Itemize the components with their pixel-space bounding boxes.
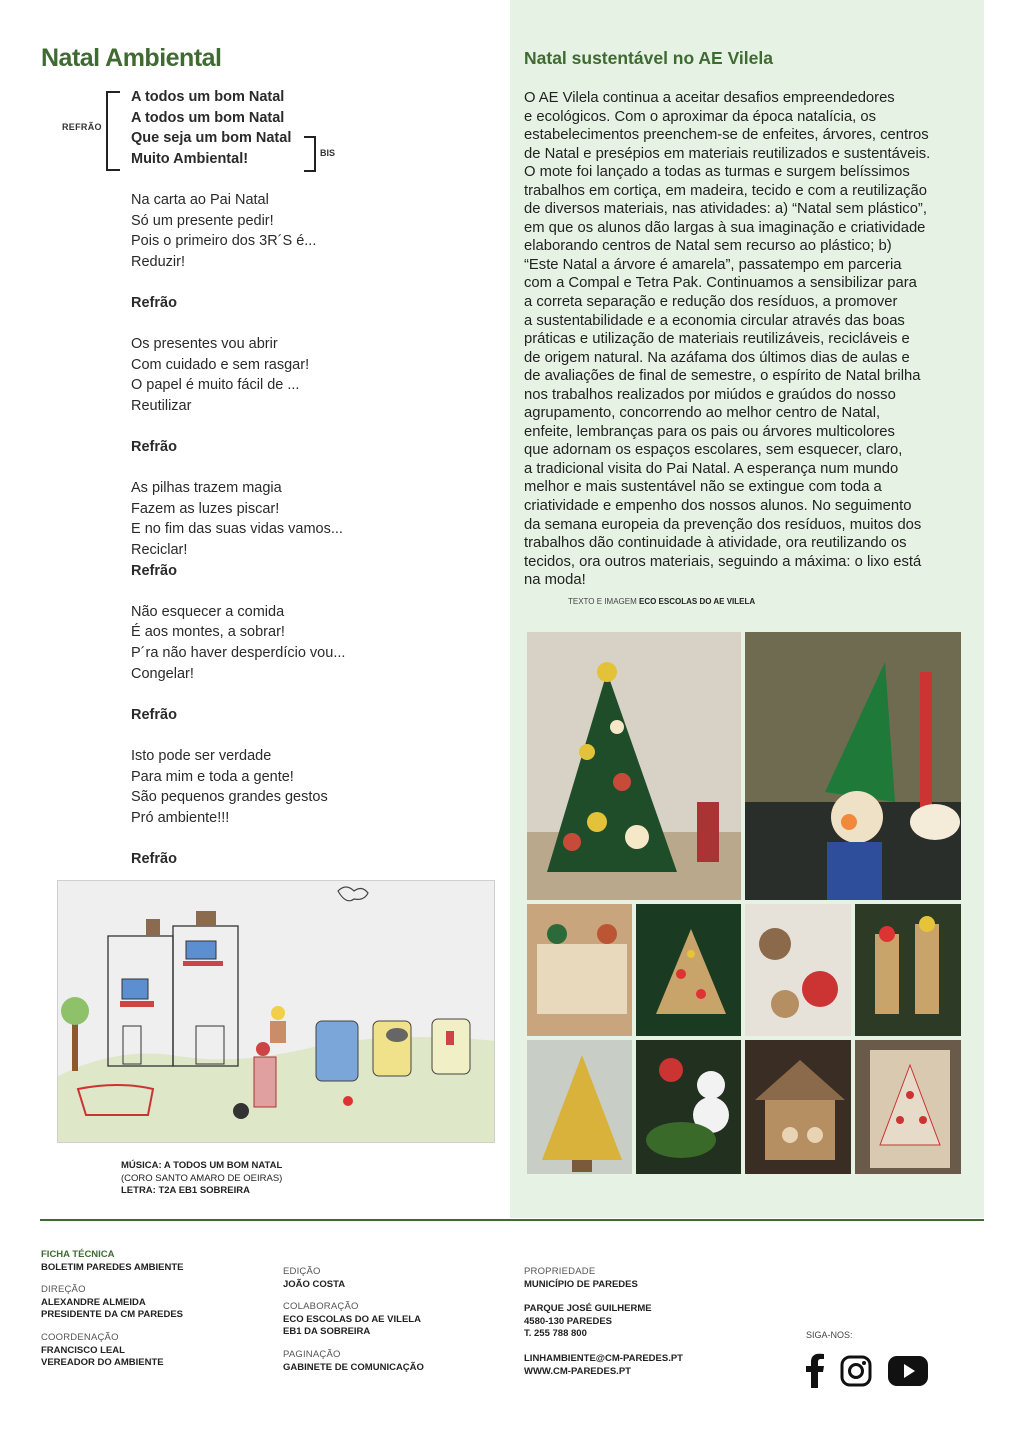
verse-line: Para mim e toda a gente! <box>131 768 294 785</box>
verse-line: Pois o primeiro dos 3R´S é... <box>131 233 317 250</box>
bis-label: BIS <box>320 148 336 158</box>
verse-line: P´ra não haver desperdício vou... <box>131 645 346 662</box>
prop-label: PROPRIEDADE <box>524 1266 596 1277</box>
pag-name: GABINETE DE COMUNICAÇÃO <box>283 1361 424 1373</box>
refrain-line: Muito Ambiental! <box>131 150 249 167</box>
article-line: estabelecimentos preenchem-se de enfeites, árvores, centros <box>524 127 929 144</box>
verse-line: O papel é muito fácil de ... <box>131 377 300 394</box>
article-line: de origem natural. Na azáfama dos últimos dias de aulas e <box>524 349 910 366</box>
lyrics-credit: LETRA: T2A EB1 SOBREIRA <box>121 1185 250 1196</box>
refrain-label: REFRÃO <box>62 122 102 132</box>
article-line: da semana europeia da prevenção dos resíduos, muitos dos <box>524 516 922 533</box>
article-line: criatividade e empenho dos nossos alunos. No seguimento <box>524 498 912 515</box>
article-credit <box>568 597 755 606</box>
refrain-line: A todos um bom Natal <box>131 89 285 105</box>
address-line-2: 4580-130 PAREDES <box>524 1315 613 1327</box>
colab-2: EB1 DA SOBREIRA <box>283 1326 371 1338</box>
refrain-marker: Refrão <box>131 850 177 867</box>
verse-line: São pequenos grandes gestos <box>131 789 328 806</box>
email-link[interactable]: LINHAMBIENTE@CM-PAREDES.PT <box>524 1352 683 1364</box>
article-body <box>524 89 964 590</box>
verse-line: Reutilizar <box>131 397 192 414</box>
refrain-marker: Refrão <box>131 706 177 723</box>
refrain-marker: Refrão <box>131 562 177 579</box>
article-line: a correta separação e redução dos resíduos, a promover <box>524 294 898 311</box>
article-line: em que os alunos dão largas à sua imaginação e criatividade <box>524 219 926 236</box>
christmas-tree-photo <box>525 630 743 902</box>
article-line: com a Compal e Tetra Pak. Continuamos a sensibilizar para <box>524 275 917 292</box>
credit-value: ECO ESCOLAS DO AE VILELA <box>638 597 756 606</box>
article-line: trabalhos dão continuidade à atividade, ora reutilizando os <box>524 535 907 552</box>
poem-title: Natal Ambiental <box>41 44 222 72</box>
verse-line: Congelar! <box>131 665 194 682</box>
article-line: práticas e utilização de materiais reutilizáveis, recicláveis e <box>524 331 910 348</box>
instagram-icon[interactable] <box>840 1355 872 1391</box>
article-line: enfeite, lembranças para os pais ou árvores multicolores <box>524 423 895 440</box>
verse-line: Os presentes vou abrir <box>131 336 278 353</box>
edicao-name: JOÃO COSTA <box>283 1278 346 1290</box>
verse-line: E no fim das suas vidas vamos... <box>131 521 343 538</box>
refrain-line: Que seja um bom Natal <box>131 130 292 147</box>
article-line: nos trabalhos realizados por miúdos e graúdos do nosso <box>524 386 896 403</box>
yellow-tree-photo <box>525 1038 634 1176</box>
website-link[interactable]: WWW.CM-PAREDES.PT <box>524 1365 631 1377</box>
cork-tree-ornament-photo <box>634 902 743 1038</box>
article-line: de avaliações de final de semestre, o espírito de Natal brilha <box>524 368 921 385</box>
nativity-scene-photo <box>743 1038 853 1176</box>
article-line: tecidos, ora outros materiais, seguindo a máxima: o lixo está <box>524 553 922 570</box>
coord-label: COORDENAÇÃO <box>41 1331 119 1343</box>
verse-line: Só um presente pedir! <box>131 212 274 229</box>
article-line: de diversos materiais, nas atividades: a) “Natal sem plástico”, <box>524 201 927 218</box>
poem-credits <box>121 1160 282 1198</box>
verse-line: É aos montes, a sobrar! <box>131 624 285 641</box>
boletim-name: BOLETIM PAREDES AMBIENTE <box>41 1261 184 1273</box>
article-line: na moda! <box>524 572 586 589</box>
coord-role: VEREADOR DO AMBIENTE <box>41 1357 164 1369</box>
youtube-icon[interactable] <box>888 1356 928 1392</box>
colab-label: COLABORAÇÃO <box>283 1301 359 1313</box>
choir-credit: (CORO SANTO AMARO DE OEIRAS) <box>121 1172 283 1184</box>
edicao-block <box>283 1266 424 1374</box>
ficha-heading: FICHA TÉCNICA <box>41 1249 115 1260</box>
article-line: “Este Natal a árvore é amarela”, passatempo em parceria <box>524 256 902 273</box>
refrain-marker: Refrão <box>131 439 177 456</box>
propriedade-block <box>524 1266 683 1378</box>
cork-gnome-photo <box>743 630 963 902</box>
refrain-marker: Refrão <box>131 294 177 311</box>
verse-line: Fazem as luzes piscar! <box>131 500 280 517</box>
article-title: Natal sustentável no AE Vilela <box>524 48 773 68</box>
article-line: de Natal e presépios em materiais reutilizados e sustentáveis. <box>524 145 931 162</box>
article-line: melhor e mais sustentável não se extingue com toda a <box>524 479 882 496</box>
article-line: O AE Vilela continua a aceitar desafios empreendedores <box>524 90 895 106</box>
refrain-line: A todos um bom Natal <box>131 109 285 126</box>
article-line: a tradicional visita do Pai Natal. A esperança num mundo <box>524 460 899 477</box>
childrens-drawing-image <box>57 880 495 1143</box>
verse-line: Isto pode ser verdade <box>131 748 272 764</box>
article-line: elaborando centros de Natal sem recurso ao plástico; b) <box>524 238 892 255</box>
address-line-1: PARQUE JOSÉ GUILHERME <box>524 1303 652 1315</box>
verse-line: Na carta ao Pai Natal <box>131 191 269 208</box>
prop-name: MUNICÍPIO DE PAREDES <box>524 1278 638 1290</box>
ficha-tecnica <box>41 1249 184 1370</box>
photo-collage <box>525 630 963 1176</box>
verse-line: Reciclar! <box>131 542 188 559</box>
music-credit: MÚSICA: A TODOS UM BOM NATAL <box>121 1160 283 1171</box>
pag-label: PAGINAÇÃO <box>283 1348 341 1360</box>
refrain-bracket <box>106 91 120 171</box>
poem <box>131 87 471 870</box>
pinecone-decor-photo <box>743 902 853 1038</box>
credit-label: TEXTO E IMAGEM <box>568 597 637 606</box>
verse-line: Reduzir! <box>131 253 185 270</box>
verse-line: Não esquecer a comida <box>131 603 285 620</box>
cork-trees-photo <box>853 902 963 1038</box>
edicao-label: EDIÇÃO <box>283 1266 321 1277</box>
direcao-label: DIREÇÃO <box>41 1284 86 1296</box>
phone-number: T. 255 788 800 <box>524 1328 587 1340</box>
colab-1: ECO ESCOLAS DO AE VILELA <box>283 1313 421 1325</box>
direcao-role: PRESIDENTE DA CM PAREDES <box>41 1309 183 1321</box>
snowman-centerpiece-photo <box>634 1038 743 1176</box>
article-line: a sustentabilidade e a economia circular através das boas <box>524 312 905 329</box>
verse-line: Com cuidado e sem rasgar! <box>131 356 310 373</box>
coord-name: FRANCISCO LEAL <box>41 1344 125 1356</box>
article-line: e ecológicos. Com o aproximar da época natalícia, os <box>524 108 877 125</box>
verse-line: Pró ambiente!!! <box>131 809 230 826</box>
article-line: agrupamento, concorrendo ao melhor centro de Natal, <box>524 405 881 422</box>
fabric-tree-photo <box>853 1038 963 1176</box>
facebook-icon[interactable] <box>804 1352 826 1388</box>
gingerbread-photo <box>525 902 634 1038</box>
article-line: que adornam os espaços escolares, sem esquecer, claro, <box>524 442 903 459</box>
direcao-name: ALEXANDRE ALMEIDA <box>41 1296 146 1308</box>
verse-line: As pilhas trazem magia <box>131 480 282 497</box>
article-line: O mote foi lançado a todas as turmas e surgem belíssimos <box>524 164 910 181</box>
follow-label: SIGA-NOS: <box>806 1330 853 1340</box>
footer-divider <box>40 1219 984 1221</box>
article-line: trabalhos em cortiça, em madeira, tecido e com a reutilização <box>524 182 927 199</box>
